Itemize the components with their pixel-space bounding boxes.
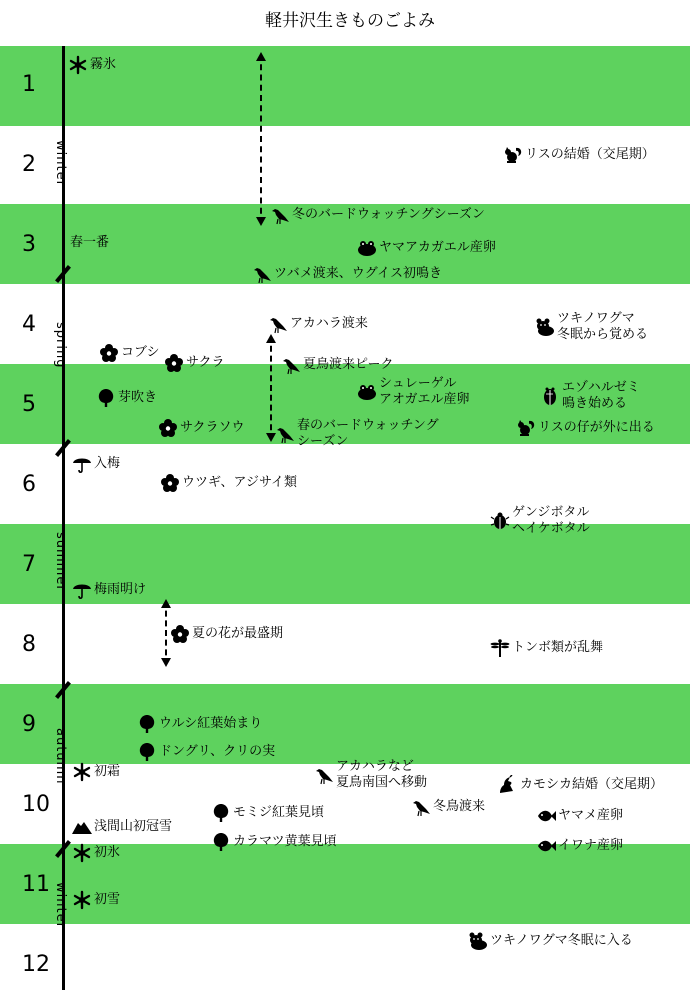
month-label-2: 2 bbox=[22, 152, 36, 177]
event-label: ツキノワグマ 冬眠から覚める bbox=[557, 311, 649, 343]
event-item bbox=[72, 843, 120, 863]
month-label-3: 3 bbox=[22, 232, 36, 257]
event-label: コブシ bbox=[121, 344, 160, 360]
flower-icon bbox=[158, 418, 178, 438]
tree-icon bbox=[211, 832, 231, 852]
page-title: 軽井沢生きものごよみ bbox=[265, 11, 435, 31]
squirrel-icon bbox=[516, 418, 536, 438]
event-item bbox=[268, 314, 368, 334]
bird-icon bbox=[270, 205, 290, 225]
event-label: ツキノワグマ冬眠に入る bbox=[490, 932, 633, 948]
event-item bbox=[357, 376, 469, 409]
event-item bbox=[72, 817, 172, 837]
event-label: トンボ類が乱舞 bbox=[512, 639, 604, 655]
event-label: 梅雨明け bbox=[94, 581, 147, 597]
bird-icon bbox=[411, 797, 431, 817]
season-label-spring: spring bbox=[53, 322, 68, 369]
snowflake-icon bbox=[68, 55, 88, 75]
event-item bbox=[314, 759, 427, 792]
month-label-10: 10 bbox=[22, 792, 50, 817]
winter-birdwatching-range-arrow bbox=[260, 54, 262, 224]
event-label: ウツギ、アジサイ類 bbox=[182, 474, 298, 490]
season-label-autumn: autumn bbox=[53, 728, 68, 785]
tree-icon bbox=[137, 742, 157, 762]
event-label: サクラソウ bbox=[180, 419, 245, 435]
snowflake-icon bbox=[72, 843, 92, 863]
mountain-icon bbox=[72, 817, 92, 837]
event-item bbox=[275, 418, 439, 451]
cicada-icon bbox=[540, 386, 560, 406]
bird-icon bbox=[281, 355, 301, 375]
snowflake-icon bbox=[72, 890, 92, 910]
month-label-12: 12 bbox=[22, 952, 50, 977]
bird-icon bbox=[314, 765, 334, 785]
spring-birdwatching-range-arrow bbox=[270, 336, 272, 440]
fish-icon bbox=[536, 806, 556, 826]
event-label: シュレーゲル アオガエル産卵 bbox=[379, 376, 470, 408]
month-label-11: 11 bbox=[22, 872, 50, 897]
frog-icon bbox=[357, 382, 377, 402]
event-item bbox=[490, 505, 590, 538]
event-label: 初雪 bbox=[94, 891, 121, 907]
event-item bbox=[536, 806, 623, 826]
event-item bbox=[490, 638, 603, 658]
event-item bbox=[158, 418, 244, 438]
event-item bbox=[99, 343, 159, 363]
tree-icon bbox=[211, 803, 231, 823]
event-item bbox=[164, 353, 224, 373]
event-label: リスの結婚（交尾期） bbox=[525, 146, 655, 162]
event-label: アカハラなど 夏鳥南国へ移動 bbox=[336, 759, 428, 791]
event-item bbox=[468, 931, 633, 951]
event-item bbox=[281, 355, 393, 375]
bird-icon bbox=[275, 424, 295, 444]
event-label: 芽吹き bbox=[118, 389, 158, 405]
event-label: モミジ紅葉見頃 bbox=[233, 804, 325, 820]
event-item bbox=[503, 145, 655, 165]
event-item bbox=[498, 775, 663, 795]
event-label: 初氷 bbox=[94, 844, 121, 860]
flower-icon bbox=[160, 473, 180, 493]
frog-icon bbox=[357, 238, 377, 258]
event-item bbox=[411, 797, 485, 817]
event-label: ヤマアカガエル産卵 bbox=[379, 239, 496, 255]
squirrel-icon bbox=[503, 145, 523, 165]
month-label-4: 4 bbox=[22, 312, 36, 337]
event-label: ウルシ紅葉始まり bbox=[159, 715, 263, 731]
bird-icon bbox=[268, 314, 288, 334]
event-label: 浅間山初冠雪 bbox=[94, 818, 173, 834]
fish-icon bbox=[536, 836, 556, 856]
event-item bbox=[170, 624, 283, 644]
firefly-icon bbox=[490, 511, 510, 531]
event-label: 夏鳥渡来ピーク bbox=[303, 356, 394, 372]
flower-icon bbox=[99, 343, 119, 363]
event-label: カモシカ結婚（交尾期） bbox=[520, 776, 664, 792]
event-label: 夏の花が最盛期 bbox=[192, 625, 284, 641]
event-label: ツバメ渡来、ウグイス初鳴き bbox=[274, 265, 442, 281]
bird-icon bbox=[252, 264, 272, 284]
event-item bbox=[357, 238, 496, 258]
event-label: 冬のバードウォッチングシーズン bbox=[292, 206, 485, 222]
month-label-6: 6 bbox=[22, 472, 36, 497]
event-item bbox=[72, 454, 120, 474]
event-item bbox=[137, 714, 262, 734]
snowflake-icon bbox=[72, 762, 92, 782]
month-label-1: 1 bbox=[22, 72, 36, 97]
event-item bbox=[270, 205, 485, 225]
month-label-5: 5 bbox=[22, 392, 36, 417]
bear-icon bbox=[535, 317, 555, 337]
event-label: ゲンジボタル ヘイケボタル bbox=[512, 505, 590, 537]
event-item bbox=[252, 264, 442, 284]
event-label: 初霜 bbox=[94, 763, 121, 779]
serow-icon bbox=[498, 775, 518, 795]
event-item bbox=[137, 742, 275, 762]
season-label-winter: winter bbox=[53, 882, 68, 929]
event-label: 春一番 bbox=[70, 235, 110, 250]
month-band-9 bbox=[0, 684, 690, 764]
month-label-9: 9 bbox=[22, 712, 36, 737]
event-label: イワナ産卵 bbox=[558, 837, 624, 853]
event-item bbox=[70, 235, 109, 251]
dragonfly-icon bbox=[490, 638, 510, 658]
event-label: ドングリ、クリの実 bbox=[159, 743, 276, 759]
event-label: サクラ bbox=[186, 354, 225, 370]
season-label-summer: summer bbox=[53, 532, 68, 592]
flower-icon bbox=[164, 353, 184, 373]
event-item bbox=[516, 418, 655, 438]
event-item bbox=[211, 803, 324, 823]
event-label: カラマツ黄葉見頃 bbox=[233, 833, 337, 849]
event-label: アカハラ渡来 bbox=[290, 315, 368, 331]
event-label: 霧氷 bbox=[90, 56, 117, 72]
event-item bbox=[160, 473, 297, 493]
tree-icon bbox=[96, 388, 116, 408]
event-label: エゾハルゼミ 鳴き始める bbox=[562, 380, 640, 412]
event-item bbox=[535, 311, 648, 344]
month-label-7: 7 bbox=[22, 552, 36, 577]
event-item bbox=[72, 762, 120, 782]
event-item bbox=[211, 832, 337, 852]
event-label: 入梅 bbox=[94, 455, 121, 471]
umbrella-icon bbox=[72, 454, 92, 474]
event-label: ヤマメ産卵 bbox=[558, 807, 624, 823]
event-label: 春のバードウォッチング シーズン bbox=[297, 418, 439, 450]
event-item bbox=[72, 890, 120, 910]
event-item bbox=[72, 580, 146, 600]
flower-icon bbox=[170, 624, 190, 644]
event-item bbox=[68, 55, 116, 75]
month-label-8: 8 bbox=[22, 632, 36, 657]
bear-icon bbox=[468, 931, 488, 951]
season-label-winter: winter bbox=[53, 140, 68, 187]
tree-icon bbox=[137, 714, 157, 734]
umbrella-icon bbox=[72, 580, 92, 600]
event-item bbox=[540, 380, 640, 413]
summer-flowers-range-arrow bbox=[165, 601, 167, 665]
event-label: 冬鳥渡来 bbox=[433, 798, 486, 814]
event-item bbox=[536, 836, 623, 856]
event-item bbox=[96, 388, 157, 408]
event-label: リスの仔が外に出る bbox=[538, 419, 655, 435]
